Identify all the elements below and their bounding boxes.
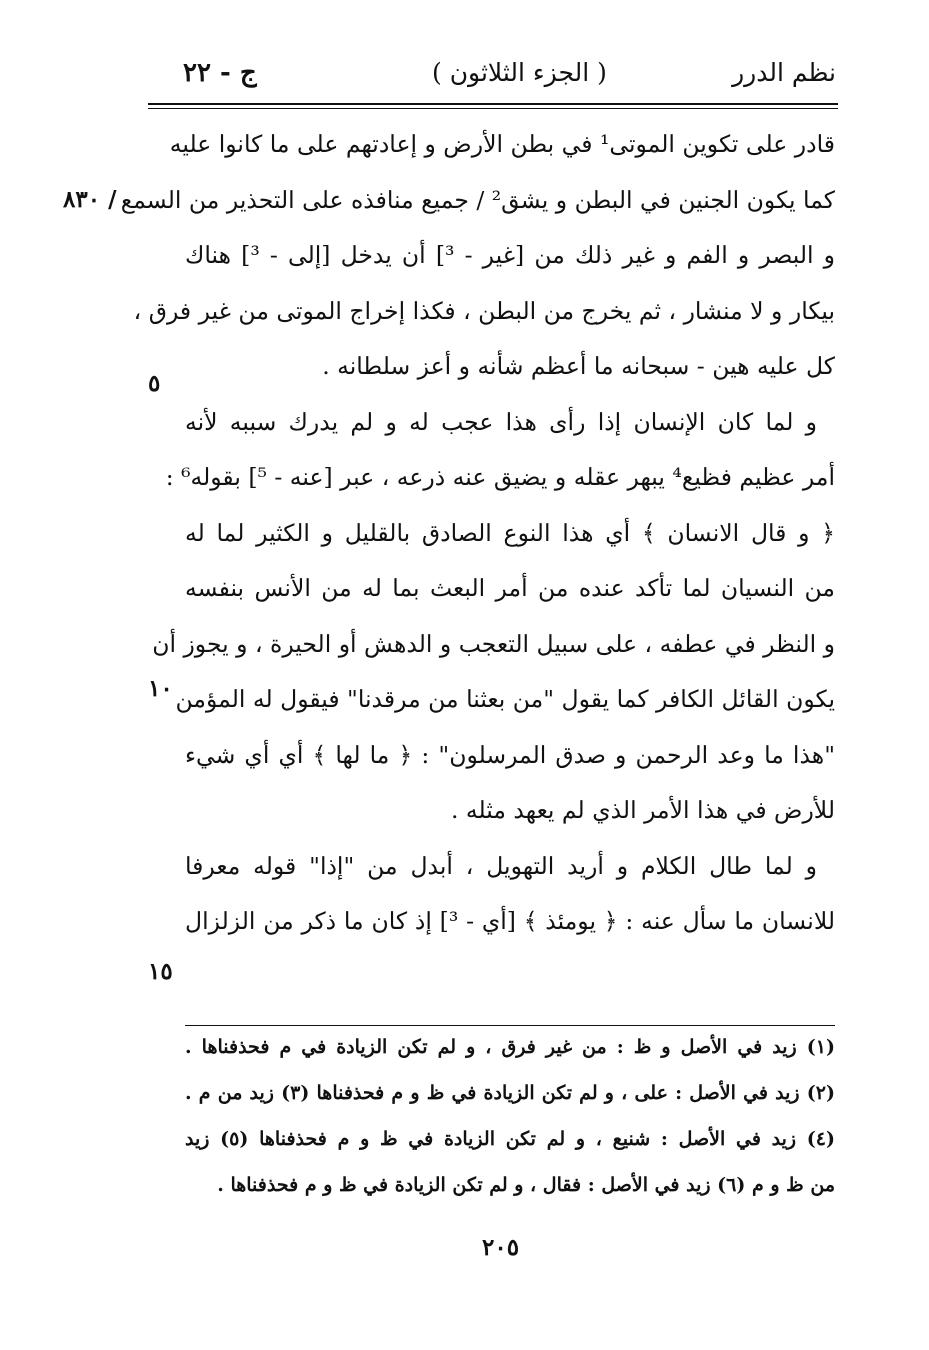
manuscript-folio-note: / ٨٣٠	[63, 186, 117, 213]
line-number-10: ١٠	[148, 675, 173, 702]
part-title: ( الجزء الثلاثون )	[432, 58, 607, 87]
text-line: أمر عظيم فظيع⁴ يبهر عقله و يضيق عنه ذرعه ، عبر [عنه - ⁵] بقوله⁶ :	[165, 463, 835, 491]
footnote-line: (١) زيد في الأصل و ظ : من غير فرق ، و لم تكن الزيادة في م فحذفناها .	[185, 1036, 835, 1058]
header-rule	[148, 103, 838, 105]
text-line: و النظر في عطفه ، على سبيل التعجب و الدهش أو الحيرة ، و يجوز أن	[152, 629, 835, 658]
text-line: و لما كان الإنسان إذا رأى هذا عجب له و لم يدرك سببه لأنه	[185, 407, 817, 436]
text-line: يكون القائل الكافر كما يقول "من بعثنا من مرقدنا" فيقول له المؤمن	[175, 685, 835, 713]
text-line: بيكار و لا منشار ، ثم يخرج من البطن ، فكذا إخراج الموتى من غير فرق ،	[133, 296, 835, 325]
volume-number: ج - ٢٢	[183, 58, 257, 88]
header-rule-thin	[148, 108, 838, 109]
text-line: للانسان ما سأل عنه : ﴿ يومئذ ﴾ [أي - ³] إذ كان ما ذكر من الزلزال	[185, 907, 835, 935]
footnote-line: (٢) زيد في الأصل : على ، و لم تكن الزيادة في ظ و م فحذفناها (٣) زيد من م .	[185, 1082, 835, 1104]
text-line: من النسيان لما تأكد عنده من أمر البعث بما له من الأنس بنفسه	[185, 574, 835, 602]
running-header	[0, 58, 929, 98]
text-line: للأرض في هذا الأمر الذي لم يعهد مثله .	[450, 796, 835, 824]
line-number-5: ٥	[148, 370, 161, 397]
footnote-line: من ظ و م (٦) زيد في الأصل : فقال ، و لم تكن الزيادة في ظ و م فحذفناها .	[217, 1174, 835, 1196]
book-title: نظم الدرر	[732, 58, 836, 87]
text-line: "هذا ما وعد الرحمن و صدق المرسلون" : ﴿ ما لها ﴾ أي أي شيء	[185, 740, 835, 769]
text-line: كل عليه هين - سبحانه ما أعظم شأنه و أعز سلطانه .	[322, 352, 835, 380]
page-number: ٢٠٥	[482, 1234, 520, 1261]
text-line: ﴿ و قال الانسان ﴾ أي هذا النوع الصادق بالقليل و الكثير لما له	[185, 518, 835, 547]
text-line: قادر على تكوين الموتى¹ في بطن الأرض و إعادتهم على ما كانوا عليه	[169, 130, 835, 158]
text-line: كما يكون الجنين في البطن و يشق² / جميع منافذه على التحذير من السمع	[120, 185, 835, 214]
line-number-15: ١٥	[148, 958, 173, 985]
text-line: و لما طال الكلام و أريد التهويل ، أبدل من "إذا" قوله معرفا	[185, 851, 817, 880]
footnote-line: (٤) زيد في الأصل : شنيع ، و لم تكن الزيادة في ظ و م فحذفناها (٥) زيد	[185, 1128, 836, 1150]
footnotes	[185, 1025, 835, 1214]
text-line: و البصر و الفم و غير ذلك من [غير - ³] أن يدخل [إلى - ³] هناك	[185, 241, 836, 269]
